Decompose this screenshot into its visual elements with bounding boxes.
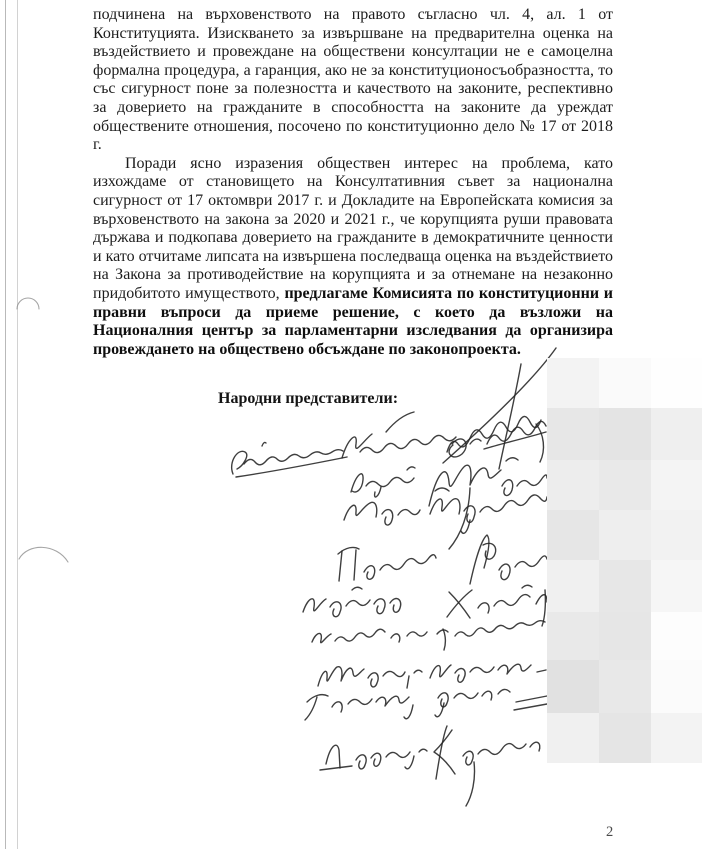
redaction-block bbox=[651, 560, 702, 612]
paragraph-continuation: подчинена на върховенството на правото съгласно чл. 4, ал. 1 от Конституцията. Изискването за извършване на предварителна оценка на въздействието и провеждане на обществени консултации не е самоцелна формална процедура, а гаранция, ако не за конституционосъобразността, то със сигурност поне за полезността и качеството на законите, респективно за доверието на гражданите в способността на законите да уреждат обществените отношения, посочено по конституционно дело № 17 от 2018 г. bbox=[93, 6, 613, 154]
redaction-block bbox=[599, 460, 651, 510]
redaction-block bbox=[599, 713, 651, 763]
redaction-block bbox=[651, 460, 702, 510]
redaction-block bbox=[599, 560, 651, 612]
redaction-block bbox=[547, 660, 599, 713]
punch-hole-mark-top bbox=[17, 298, 39, 309]
signature-10 bbox=[305, 689, 547, 720]
signers-heading: Народни представители: bbox=[218, 390, 399, 407]
paragraph-proposal bbox=[93, 155, 613, 360]
scan-edge-line-outer bbox=[5, 0, 6, 849]
redaction-block bbox=[547, 460, 599, 510]
redaction-block bbox=[599, 612, 651, 660]
body-text bbox=[93, 6, 613, 359]
signature-4 bbox=[351, 458, 547, 549]
redaction-block bbox=[547, 612, 599, 660]
redaction-block bbox=[599, 660, 651, 713]
redaction-block bbox=[599, 358, 651, 408]
redaction-block bbox=[651, 660, 702, 713]
redaction-block bbox=[599, 510, 651, 560]
handwritten-flourish bbox=[443, 348, 556, 469]
signature-11 bbox=[320, 726, 540, 806]
redaction-block bbox=[651, 510, 702, 560]
punch-hole-mark-bottom bbox=[19, 547, 68, 562]
signature-3 bbox=[484, 421, 546, 449]
redaction-block bbox=[599, 408, 651, 460]
redaction-block bbox=[651, 408, 702, 460]
signature-5 bbox=[344, 488, 547, 533]
signature-2 bbox=[342, 412, 481, 458]
redaction-block bbox=[547, 408, 599, 460]
signature-6 bbox=[338, 535, 547, 584]
redaction-block bbox=[547, 358, 599, 408]
paragraph-proposal-normal: Поради ясно изразения обществен интерес на проблема, като изхождаме от становището на Консултативния съвет за национална сигурност от 17 октомври 2017 г. и Докладите на Европейската комисия за върховенството на закона за 2020 и 2021 г., че корупцията руши правовата държава и подкопава доверието на гражданите в демократичните ценности и като отчитаме липсата на извършена последваща оценка на въздействието на Закона за противодействие на корупцията и за отнемане на незаконно придобитото имуществото, bbox=[93, 154, 613, 302]
redaction-block bbox=[547, 713, 599, 763]
page-number: 2 bbox=[606, 824, 614, 840]
redaction-block bbox=[547, 510, 599, 560]
redaction-block bbox=[651, 358, 702, 408]
signature-8 bbox=[312, 621, 545, 650]
signature-9 bbox=[318, 664, 546, 688]
signature-1 bbox=[232, 442, 347, 477]
redaction-block bbox=[651, 713, 702, 763]
redaction-block bbox=[547, 560, 599, 612]
redaction-block bbox=[651, 612, 702, 660]
scan-edge-line-inner bbox=[17, 0, 18, 849]
paragraph-proposal-bold: предлагаме Комисията по конституционни и правни въпроси да приеме решение, с което да възложи на Националния център за парламентарни изследвания да организира провеждането на обществено обсъждане по законопроекта. bbox=[93, 284, 614, 358]
signature-7 bbox=[303, 585, 547, 626]
